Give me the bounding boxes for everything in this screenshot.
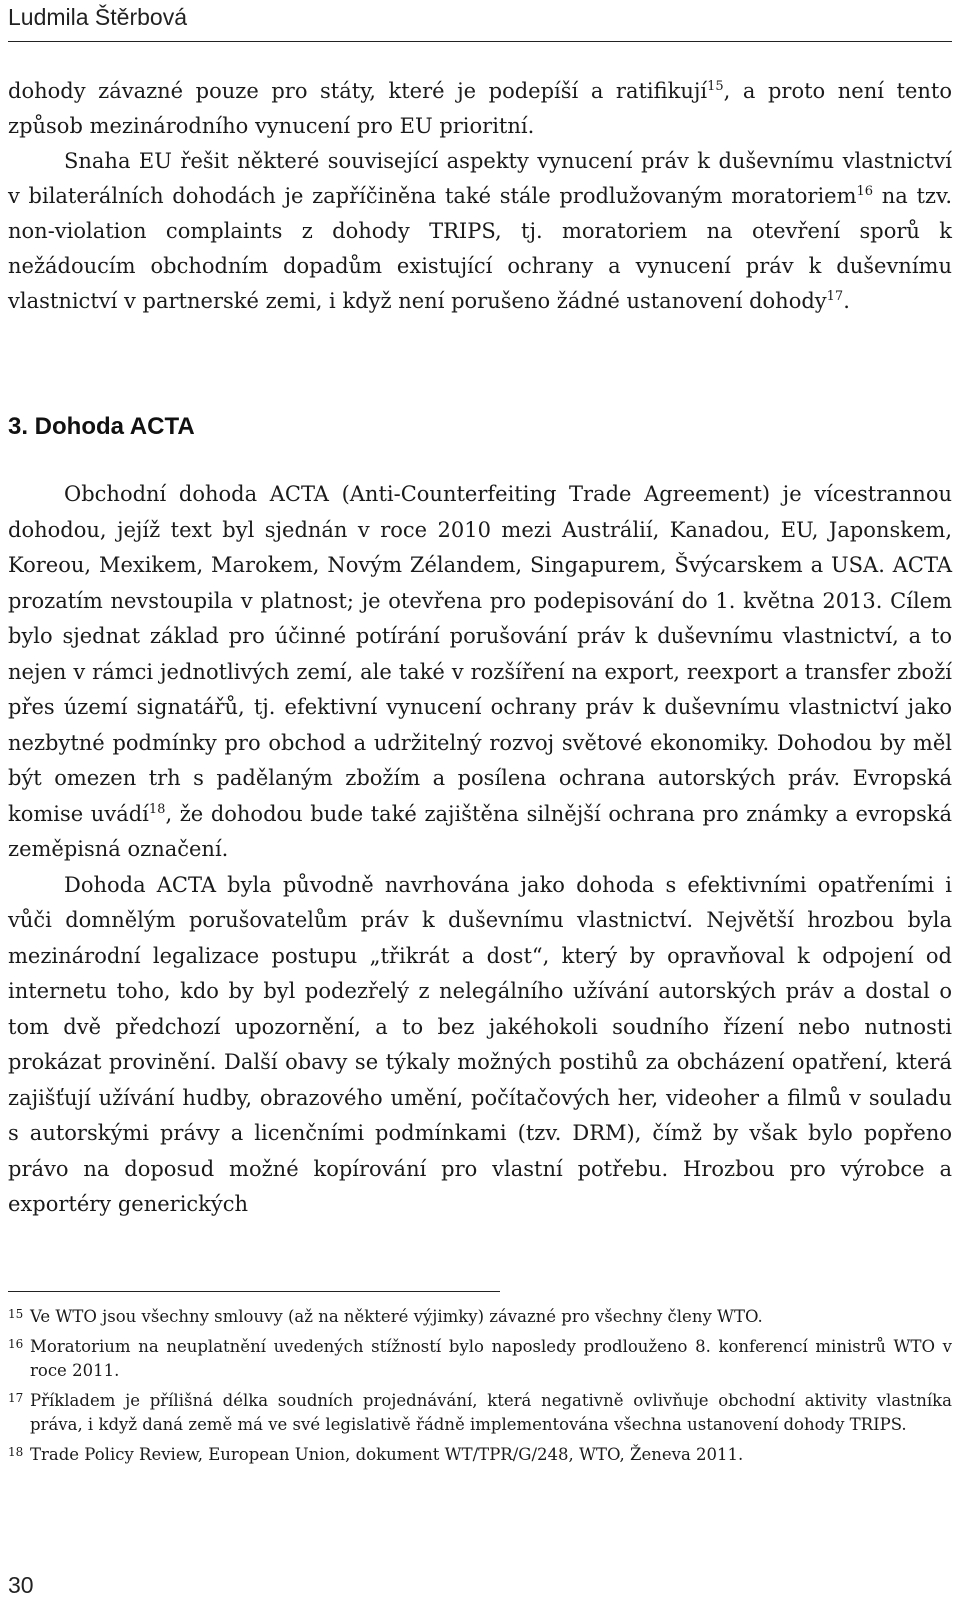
footnote-ref[interactable]: 15 (707, 79, 724, 94)
footnote-number: 17 (8, 1391, 24, 1405)
running-header (8, 0, 952, 42)
footnote-text: Moratorium na neuplatnění uvedených stížností bylo naposledy prodlouženo 8. konferencí ministrů WTO v roce 2011. (30, 1337, 952, 1380)
section-heading: 3. Dohoda ACTA (8, 413, 195, 440)
footnote (8, 1335, 952, 1383)
footnote-text: Ve WTO jsou všechny smlouvy (až na některé výjimky) závazné pro všechny členy WTO. (30, 1307, 763, 1326)
text-run: , že dohodou bude také zajištěna silnější ochrana pro známky a evropská zeměpisná označení. (8, 801, 952, 861)
text-run: dohody závazné pouze pro státy, které je podepíší a ratifikují (8, 79, 708, 103)
text-run: Obchodní dohoda ACTA (Anti-Counterfeiting Trade Agreement) je vícestrannou dohodou, jejíž text byl sjednán v roce 2010 mezi Austrálií, Kanadou, EU, Japonskem, Koreou, Mexikem, Marokem, Novým Zélandem, Singapurem, Švýcarskem a USA. ACTA prozatím nevstoupila v platnost; je otevřena pro podepisování do 1. května 2013. Cílem bylo sjednat základ pro účinné potírání porušování práv k duševnímu vlastnictví, a to nejen v rámci jednotlivých zemí, ale také v rozšíření na export, reexport a transfer zboží přes území signatářů, tj. efektivní vynucení ochrany práv k duševnímu vlastnictví jako nezbytné podmínky pro obchod a udržitelný rozvoj světové ekonomiky. Dohodou by měl být omezen trh s padělaným zbožím a posílena ochrana autorských práv. Evropská komise uvádí (8, 482, 952, 826)
footnote (8, 1389, 952, 1437)
text-run: , a proto není tento způsob mezinárodního vynucení pro EU prioritní. (8, 79, 952, 138)
footnote-number: 18 (8, 1445, 24, 1459)
header-author: Ludmila Štěrbová (8, 4, 187, 30)
footnotes (8, 1305, 952, 1473)
paragraph: Dohoda ACTA byla původně navrhována jako dohoda s efektivními opatřeními i vůči domnělým porušovatelům práv k duševnímu vlastnictví. Největší hrozbou byla mezinárodní legalizace postupu „třikrát a dost“, který by opravňoval k odpojení od internetu toho, kdo by byl podezřelý z nelegálního užívání autorských práv a dostal o tom dvě předchozí upozornění, a to bez jakéhokoli soudního řízení nebo nutnosti prokázat provinění. Další obavy se týkaly možných postihů za obcházení opatření, která zajišťují užívání hudby, obrazového umění, počítačových her, videoher a filmů v souladu s autorskými právy a licenčními podmínkami (tzv. DRM), čímž by však bylo popřeno právo na doposud možné kopírování pro vlastní potřebu. Hrozbou pro výrobce a exportéry generických (8, 872, 952, 1216)
section-text (8, 477, 952, 1223)
footnote (8, 1443, 952, 1467)
paragraph (8, 477, 952, 868)
paragraph (8, 74, 952, 144)
footnote-text: Příkladem je přílišná délka soudních projednávání, která negativně ovlivňuje obchodní aktivity vlastníka práva, i když daná země má ve své legislativě řádně implementována všechna ustanovení dohody TRIPS. (30, 1391, 952, 1434)
footnote-number: 16 (8, 1337, 24, 1351)
page-number: 30 (8, 1572, 34, 1598)
footnote (8, 1305, 952, 1329)
footnote-ref[interactable]: 16 (856, 184, 874, 199)
text-run: . (843, 289, 850, 313)
body-text (8, 74, 952, 319)
footnote-ref[interactable]: 18 (148, 801, 166, 817)
footnote-number: 15 (8, 1307, 24, 1321)
text-run: Snaha EU řešit některé související aspekty vynucení práv k duševnímu vlastnictví v bilaterálních dohodách je zapříčiněna také stále prodlužovaným moratoriem (8, 149, 952, 208)
footnote-ref[interactable]: 17 (826, 289, 844, 304)
footnote-divider (8, 1291, 500, 1292)
paragraph (8, 144, 952, 319)
footnote-text: Trade Policy Review, European Union, dokument WT/TPR/G/248, WTO, Ženeva 2011. (30, 1445, 744, 1464)
text-run: na tzv. non-violation complaints z dohody TRIPS, tj. moratoriem na otevření sporů k nežádoucím obchodním dopadům existující ochrany a vynucení práv k duševnímu vlastnictví v partnerské zemi, i když není porušeno žádné ustanovení dohody (8, 184, 953, 313)
